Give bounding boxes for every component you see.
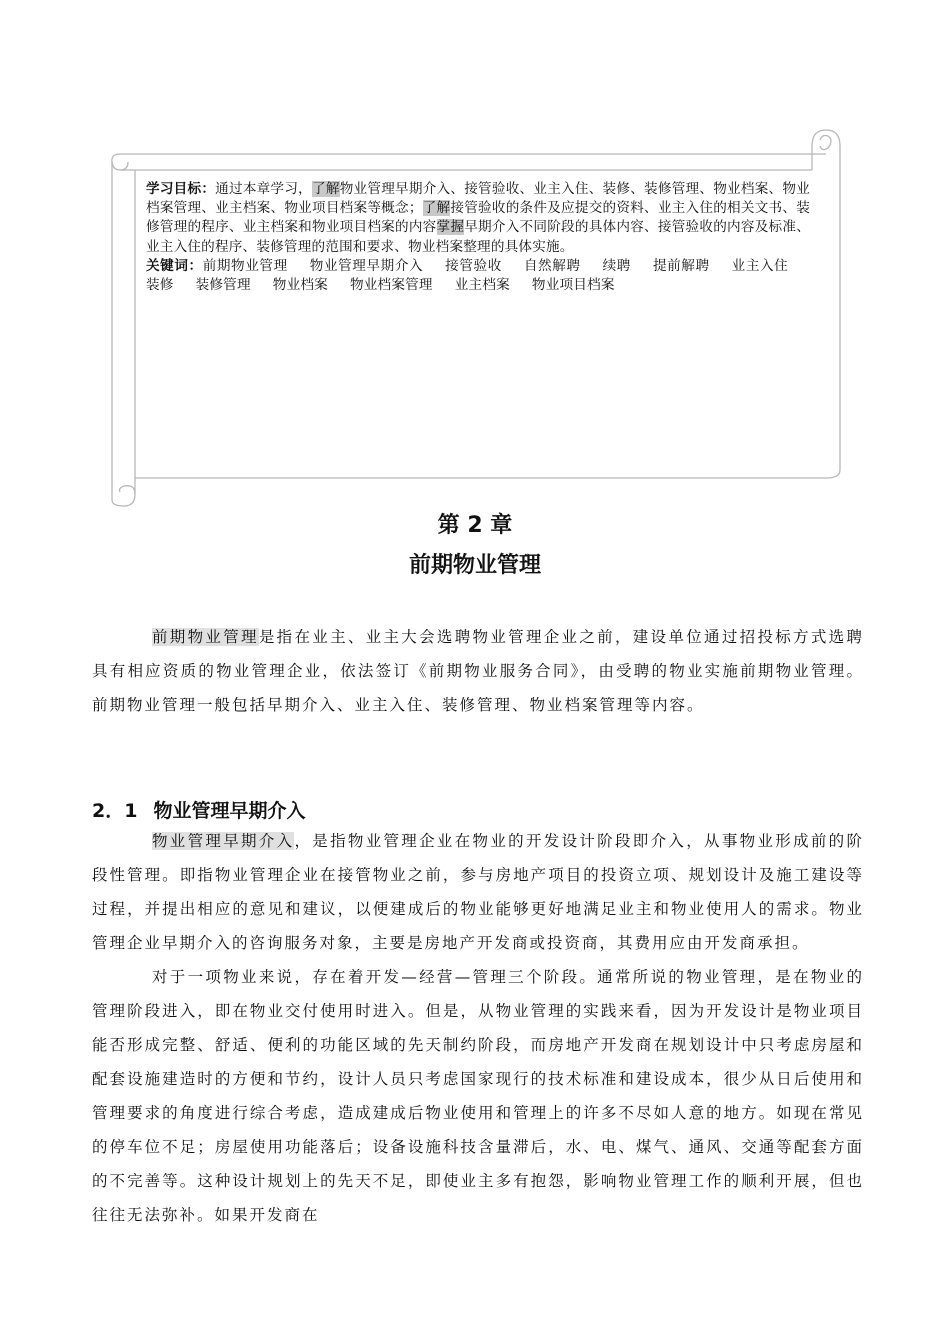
keyword-item: 物业档案 [272,277,328,294]
keyword-item: 物业档案管理 [349,277,433,294]
highlight-understand: 了解 [312,181,340,197]
keyword-item: 前期物业管理 [202,257,288,274]
section-number: 2．1 [92,800,138,822]
keyword-item: 自然解聘 [523,257,581,274]
objectives-label: 学习目标： [146,181,216,197]
term-highlight: 前期物业管理 [152,628,259,646]
paragraph: 对于一项物业来说，存在着开发—经营—管理三个阶段。通常所说的物业管理，是在物业的管理阶段进入，即在物业交付使用时进入。但是，从物业管理的实践来看，因为开发设计是物业项目能否形成完整、舒适、便利的功能区域的先天制约阶段，而房地产开发商在规划设计中只考虑房屋和配套设施建造时的方便和节约，设计人员只考虑国家现行的技术标准和建设成本，很少从日后使用和管理要求的角度进行综合考虑，造成建成后物业使用和管理上的许多不尽如人意的地方。如现在常见的停车位不足；房屋使用功能落后；设备设施科技含量滞后，水、电、煤气、通风、交通等配套方面的不完善等。这种设计规划上的先天不足，即使业主多有抱怨，影响物业管理工作的顺利开展，但也往往无法弥补。如果开发商在 [92,968,864,1224]
chapter-number: 第 2 章 [437,513,513,538]
highlight-master: 掌握 [436,219,465,236]
term-highlight: 物业管理早期介入 [152,832,295,850]
keyword-item: 业主档案 [454,277,510,294]
section-body [92,824,864,1232]
objectives-text: 早期介入不同阶段的具体内容、接管验收的内容及标准、业主入住的程序、装修管理的范围和要求、物业档案整理的具体实施。 [146,219,810,255]
intro-paragraph [92,620,864,722]
intro-paragraph-block [92,620,864,722]
section-heading [92,796,305,823]
keyword-item: 装修 [146,277,174,294]
objectives-text: 物业管理早期介入、接管验收、业主入住、装修、装修管理、物业档案、物业档案管理、业主档案、物业项目档案等概念； [146,181,810,217]
paragraph [92,824,864,960]
keyword-item: 装修管理 [195,277,251,294]
keyword-item: 物业项目档案 [531,277,615,294]
keywords [146,257,810,295]
keyword-item: 续聘 [602,257,631,274]
paragraph-text: ，是指物业管理企业在物业的开发设计阶段即介入，从事物业形成前的阶段性管理。即指物业管理企业在接管物业之前，参与房地产项目的投资立项、规划设计及施工建设等过程，并提出相应的意见和建议，以便建成后的物业能够更好地满足业主和物业使用人的需求。物业管理企业早期介入的咨询服务对象，主要是房地产开发商或投资商，其费用应由开发商承担。 [92,832,864,952]
paragraph-text: 是指在业主、业主大会选聘物业管理企业之前，建设单位通过招投标方式选聘具有相应资质的物业管理企业，依法签订《前期物业服务合同》，由受聘的物业实施前期物业管理。前期物业管理一般包括早期介入、业主入住、装修管理、物业档案管理等内容。 [92,628,864,714]
objectives-text: 通过本章学习， [215,181,313,197]
learning-objectives [146,180,810,257]
keywords-label: 关键词： [146,257,203,274]
keyword-item: 物业管理早期介入 [309,257,424,274]
section-title: 物业管理早期介入 [153,800,306,822]
keyword-item: 提前解聘 [652,257,710,274]
keyword-item: 接管验收 [445,257,502,274]
chapter-title: 前期物业管理 [408,553,541,578]
highlight-understand: 了解 [422,200,451,217]
keyword-item: 业主入住 [731,257,788,274]
chapter-summary-box [146,180,810,295]
objectives-text: 接管验收的条件及应提交的资料、业主入住的相关文书、装修管理的程序、业主档案和物业项目档案的内容 [146,200,811,236]
